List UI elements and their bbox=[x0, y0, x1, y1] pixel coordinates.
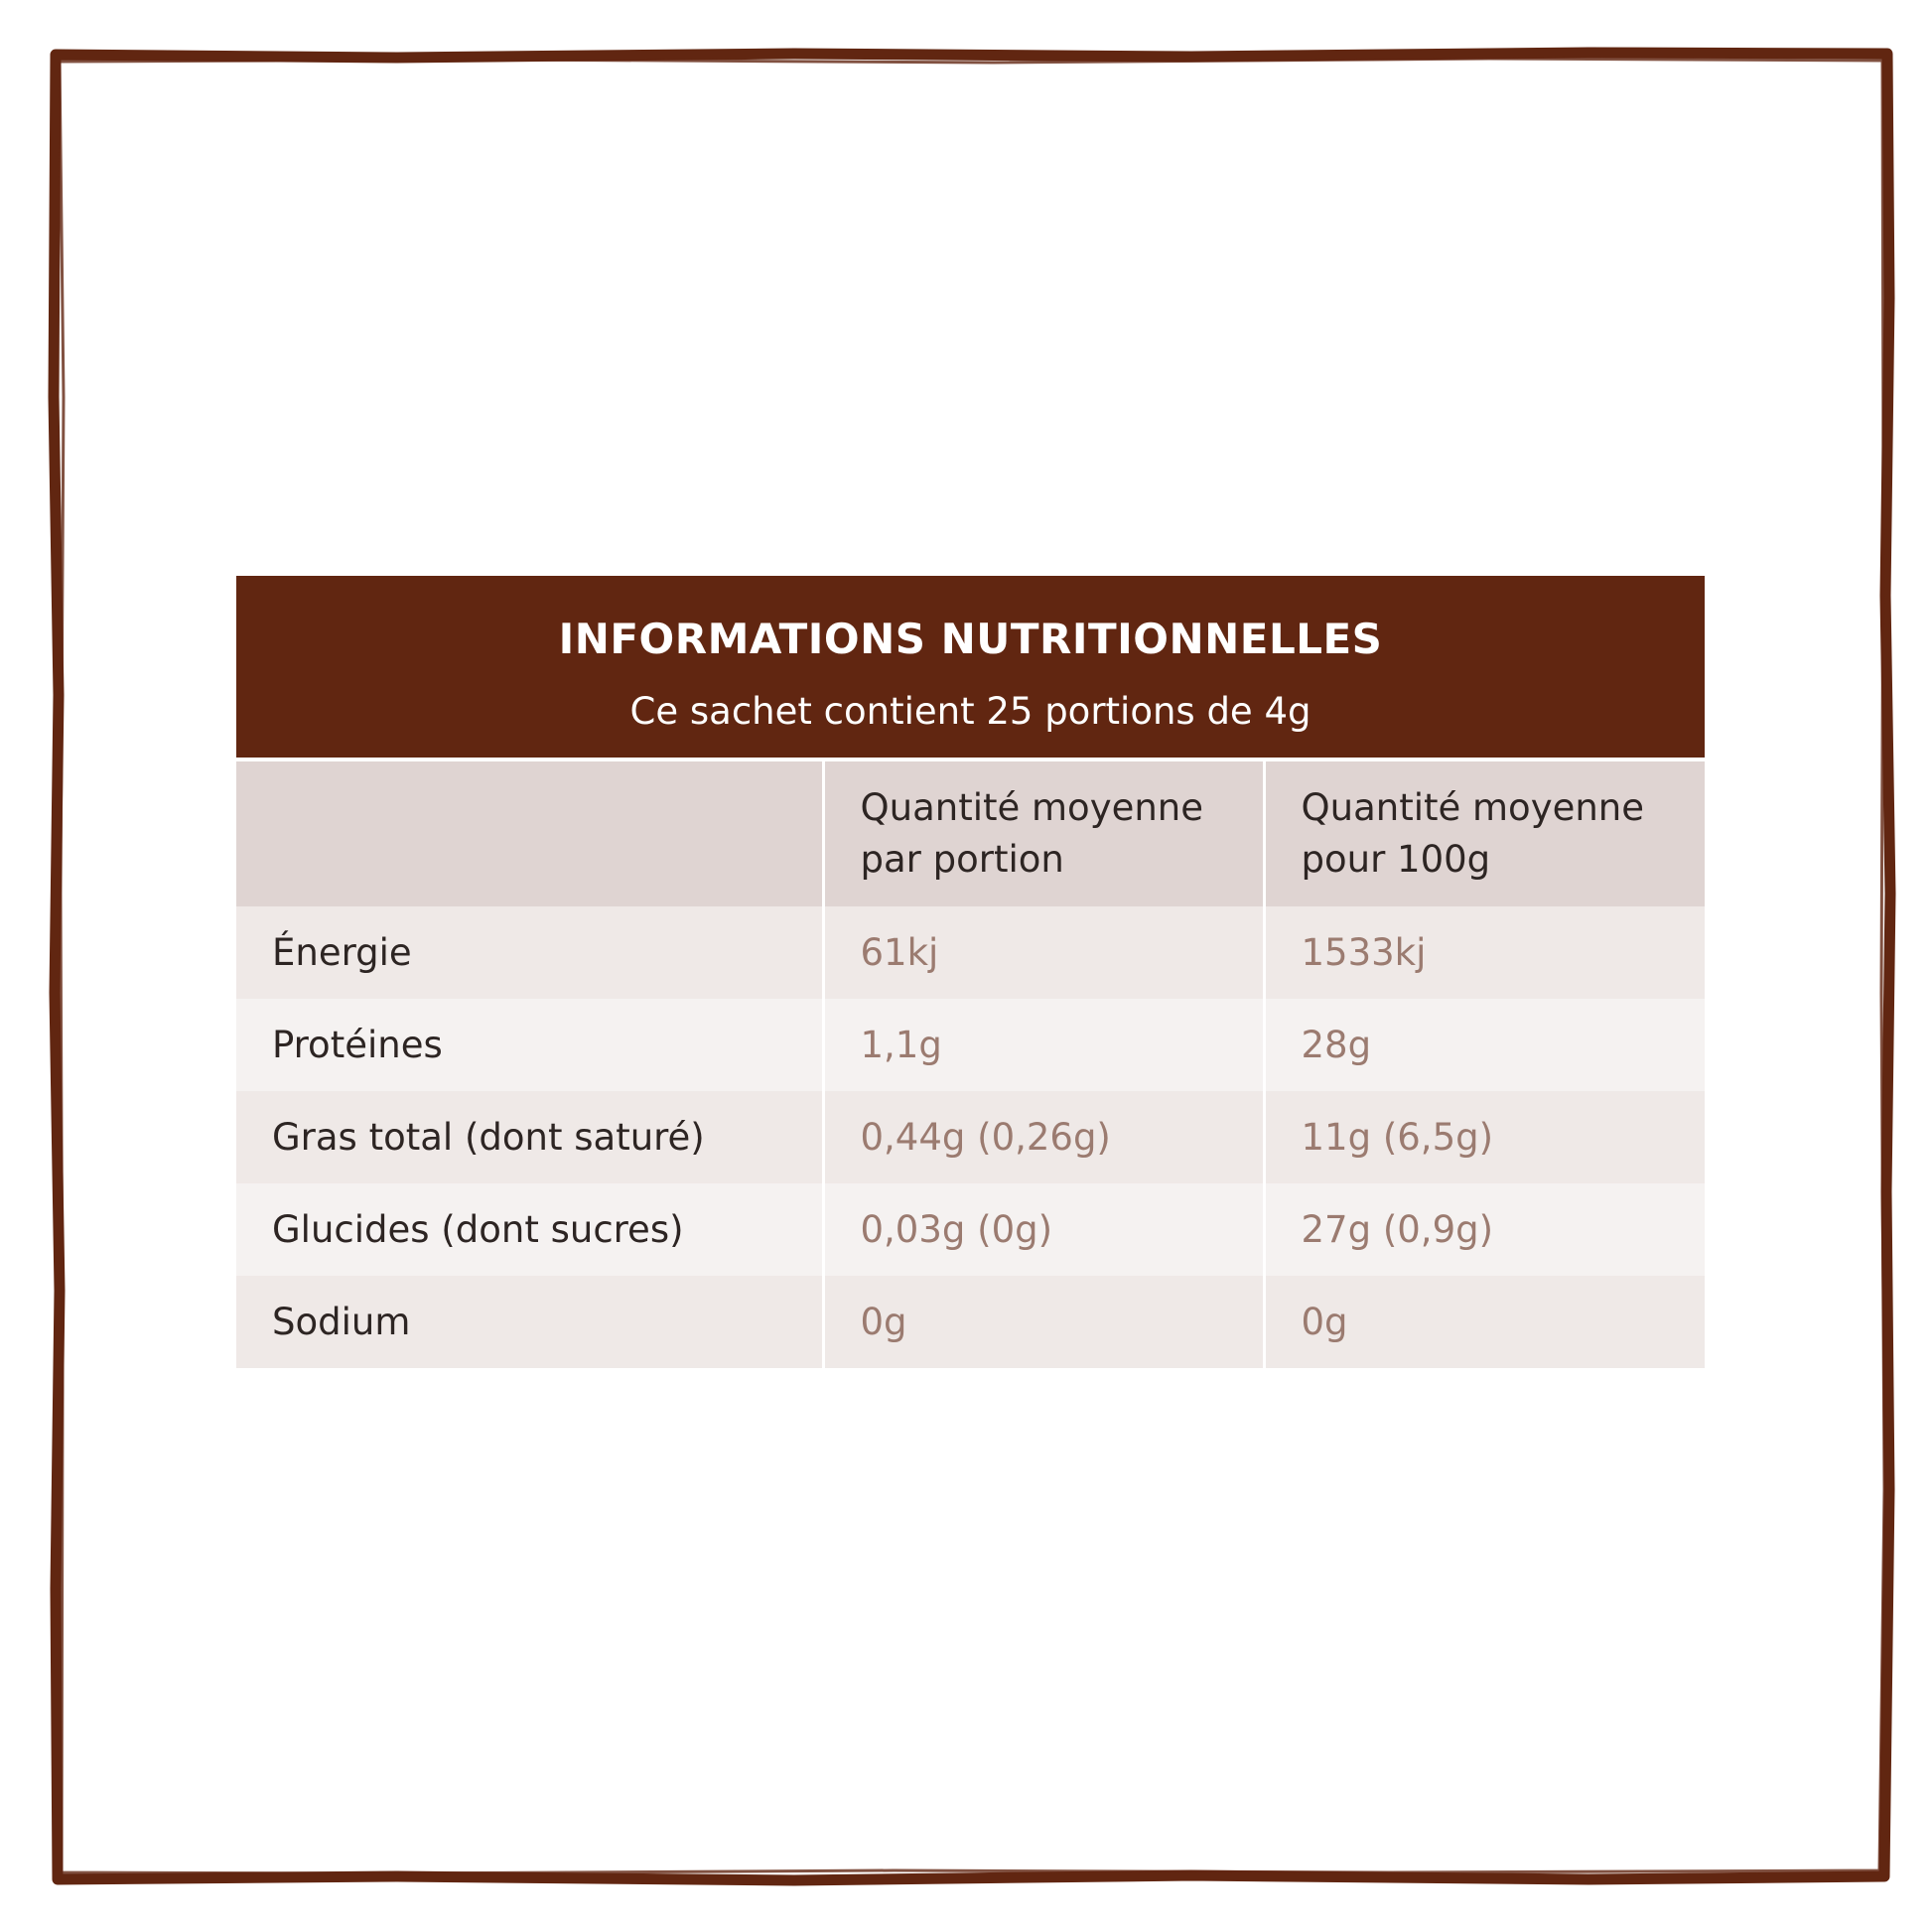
column-header-per-portion: Quantité moyenne par portion bbox=[823, 761, 1264, 906]
value-per-100g: 11g (6,5g) bbox=[1264, 1091, 1705, 1183]
value-per-portion: 0,44g (0,26g) bbox=[823, 1091, 1264, 1183]
nutrition-grid bbox=[236, 761, 1705, 1368]
nutrient-label: Sodium bbox=[272, 1301, 411, 1343]
value-per-100g: 27g (0,9g) bbox=[1264, 1183, 1705, 1276]
nutrient-label: Glucides (dont sucres) bbox=[272, 1208, 684, 1251]
value-per-100g: 0g bbox=[1264, 1276, 1705, 1368]
nutrient-label: Protéines bbox=[272, 1024, 443, 1066]
column-header-nutrient bbox=[236, 761, 823, 906]
nutrient-label: Énergie bbox=[272, 931, 412, 974]
column-header-per-100g: Quantité moyenne pour 100g bbox=[1264, 761, 1705, 906]
table-header bbox=[236, 576, 1705, 758]
table-row bbox=[236, 1276, 1705, 1368]
nutrition-table bbox=[236, 576, 1705, 1368]
value-per-portion: 0g bbox=[823, 1276, 1264, 1368]
table-title: INFORMATIONS NUTRITIONNELLES bbox=[558, 615, 1383, 663]
table-row bbox=[236, 906, 1705, 999]
table-row bbox=[236, 1091, 1705, 1183]
value-per-100g: 28g bbox=[1264, 999, 1705, 1091]
nutrient-label: Gras total (dont saturé) bbox=[272, 1116, 705, 1159]
value-per-portion: 1,1g bbox=[823, 999, 1264, 1091]
table-row bbox=[236, 999, 1705, 1091]
table-subtitle: Ce sachet contient 25 portions de 4g bbox=[629, 690, 1311, 733]
column-header-row bbox=[236, 761, 1705, 906]
value-per-portion: 0,03g (0g) bbox=[823, 1183, 1264, 1276]
value-per-100g: 1533kj bbox=[1264, 906, 1705, 999]
table-row bbox=[236, 1183, 1705, 1276]
value-per-portion: 61kj bbox=[823, 906, 1264, 999]
